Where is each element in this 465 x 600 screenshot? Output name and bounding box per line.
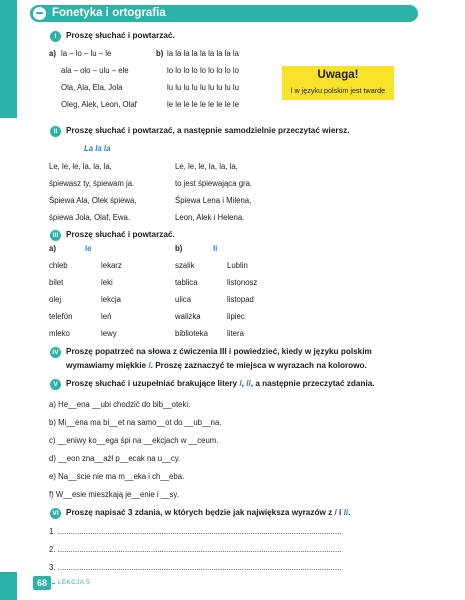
column-label: a) — [49, 49, 56, 58]
syllable-line: ala – olo – ulu – ele — [61, 66, 129, 75]
word: listopad — [227, 295, 254, 304]
poem-line: Le, le, le, la, la, la, — [49, 162, 112, 171]
syllable-line: lu lu lu lu lu lu lu lu lu — [167, 83, 239, 92]
exercise-instruction: Proszę popatrzeć na słowa z ćwiczenia III i powiedzieć, kiedy w języku polskim — [66, 347, 372, 356]
word: leki — [101, 278, 113, 287]
word: lekarz — [101, 261, 122, 270]
syllable-line: lo lo lo lo lo lo lo lo lo — [167, 66, 239, 75]
poem-line: Leon, Alek i Helena. — [175, 213, 245, 222]
word: szalik — [175, 261, 195, 270]
answer-line-2[interactable]: 2. ................................................................................................................................... — [49, 545, 342, 554]
word: mleko — [49, 329, 70, 338]
fill-in-sentence: a) He__ena __ubi chodzić do bib__oteki. — [49, 400, 191, 409]
page-number: 68 — [33, 576, 51, 590]
minus-circle-icon — [33, 7, 46, 20]
poem-line: Le, le, le, la, la, la, — [175, 162, 238, 171]
word: chleb — [49, 261, 68, 270]
exercise-instruction: Proszę słuchać i uzupełniać brakujące litery l, li, a następnie przeczytać zdania. — [66, 379, 375, 388]
left-accent-bar — [0, 0, 17, 118]
column-label: b) — [175, 244, 183, 253]
exercise-instruction: Proszę napisać 3 zdania, w których będzie jak największa wyrazów z l i li. — [66, 508, 351, 517]
word: Lublin — [227, 261, 248, 270]
exercise-instruction: Proszę słuchać i powtarzać. — [66, 230, 175, 239]
exercise-number: V — [50, 379, 61, 390]
highlight-letters: li — [343, 508, 349, 517]
exercise-number: I — [50, 31, 61, 42]
answer-line-3[interactable]: 3. ................................................................................................................................... — [49, 563, 342, 572]
word: ulica — [175, 295, 192, 304]
highlight-letter: l — [239, 379, 242, 388]
syllable-line: la la la la la la la la la — [167, 49, 239, 58]
fill-in-sentence: e) Na__ście nie ma m__eka i ch__eba. — [49, 472, 185, 481]
highlight-letters: li — [246, 379, 251, 388]
lesson-label: LEKCJA 5 — [58, 579, 91, 586]
exercise-instruction: Proszę słuchać i powtarzać. — [66, 31, 175, 40]
section-header — [30, 5, 418, 22]
exercise-number: VI — [50, 508, 61, 519]
syllable-line: le le le le le le le le le — [167, 100, 239, 109]
word: lewy — [101, 329, 117, 338]
highlight-letter: l — [148, 361, 151, 370]
column-heading: le — [85, 244, 92, 253]
poem-line: Śpiewa Ala, Olek śpiewa, — [49, 196, 137, 205]
poem-title: La la la — [84, 144, 111, 153]
word: lipiec — [227, 312, 245, 321]
note-box — [282, 66, 394, 100]
word: walizka — [175, 312, 201, 321]
poem-line: Śpiewa Lena i Milena, — [175, 196, 252, 205]
exercise-number: II — [50, 126, 61, 137]
note-title: Uwaga! — [317, 69, 359, 81]
fill-in-sentence: c) __eniwy ko__ega śpi na __ekcjach w __ceum. — [49, 436, 219, 445]
word: olej — [49, 295, 62, 304]
syllable-line: Ola, Ala, Ela, Jola — [61, 83, 123, 92]
fill-in-sentence: d) __eon zna__ażł p__ecak na u__cy. — [49, 454, 181, 463]
word: litera — [227, 329, 244, 338]
word: lekcja — [101, 295, 121, 304]
word: listonosz — [227, 278, 258, 287]
word: telefon — [49, 312, 73, 321]
column-label: b) — [156, 49, 164, 58]
poem-line: śpiewasz ty, śpiewam ja. — [49, 179, 135, 188]
exercise-number: III — [50, 230, 61, 241]
footer-divider — [52, 583, 55, 584]
note-text: l w języku polskim jest twarde — [290, 86, 386, 95]
fill-in-sentence: b) Mi__ena ma bi__et na samo__ot do __ub__na. — [49, 418, 222, 427]
highlight-letter: l — [334, 508, 337, 517]
syllable-line: la – lo – lu – le — [61, 49, 112, 58]
word: bilet — [49, 278, 64, 287]
exercise-instruction-cont: wymawiamy miękkie l. Proszę zaznaczyć te miejsca w wyrazach na kolorowo. — [66, 361, 367, 370]
fill-in-sentence: f) W__esie mieszkają je__enie i __sy. — [49, 490, 179, 499]
poem-line: to jest śpiewająca gra. — [175, 179, 253, 188]
left-accent-bar-bottom — [0, 572, 17, 600]
column-label: a) — [49, 244, 56, 253]
poem-line: śpiewa Jola, Olaf, Ewa. — [49, 213, 131, 222]
section-title: Fonetyka i ortografia — [52, 7, 166, 19]
column-heading: li — [213, 244, 218, 253]
exercise-number: IV — [50, 347, 61, 358]
word: tablica — [175, 278, 198, 287]
answer-line-1[interactable]: 1. ................................................................................................................................... — [49, 527, 342, 536]
word: biblioteka — [175, 329, 208, 338]
syllable-line: Oleg, Alek, Leon, Olaf — [61, 100, 137, 109]
word: leń — [101, 312, 112, 321]
exercise-instruction: Proszę słuchać i powtarzać, a następnie samodzielnie przeczytać wiersz. — [66, 126, 350, 135]
